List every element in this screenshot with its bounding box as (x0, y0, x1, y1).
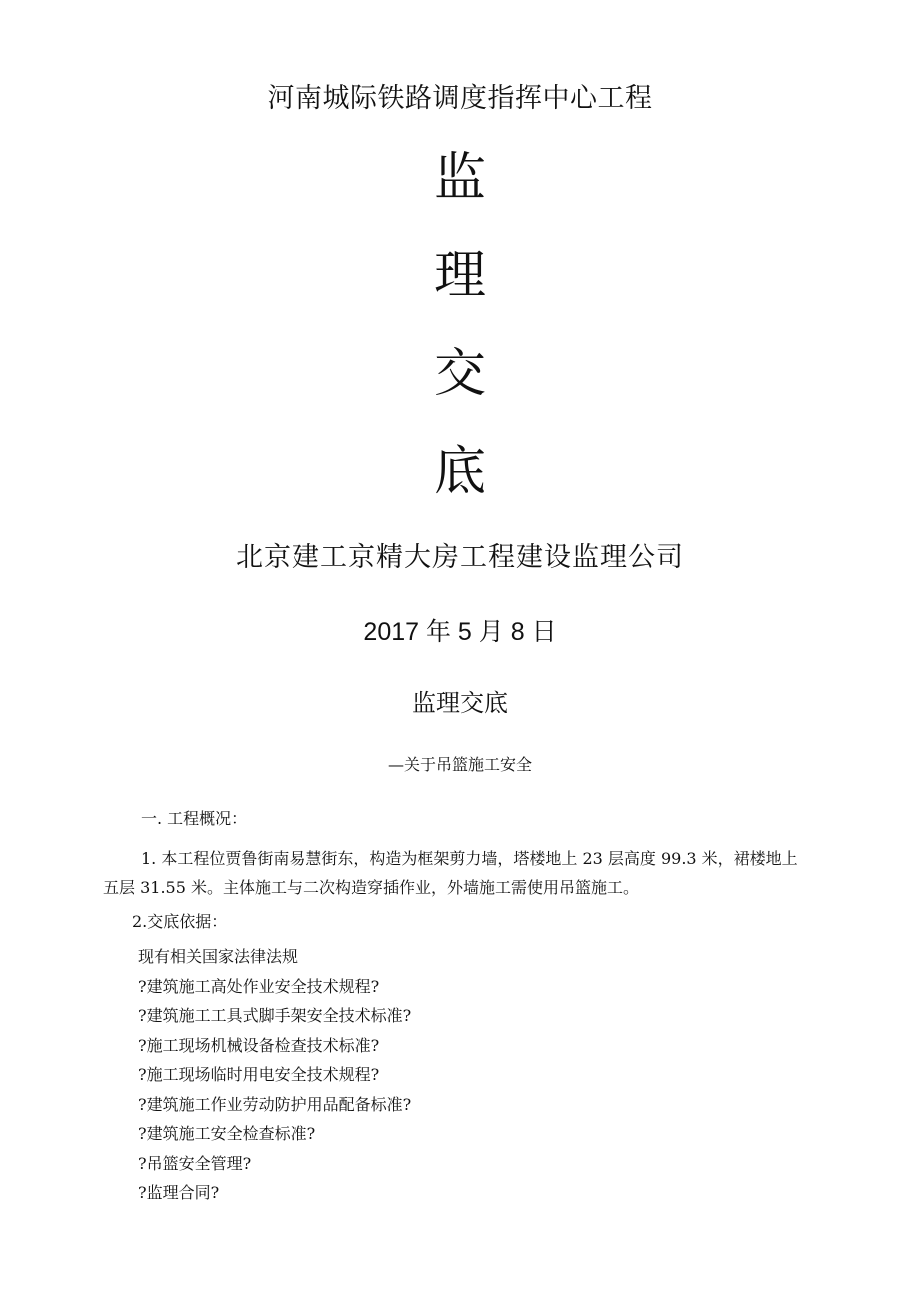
document-title: 监理交底 (412, 689, 508, 717)
basis-item-scaffold: ?建筑施工工具式脚手架安全技术标准? (138, 1006, 412, 1025)
cover-char-jiao: 交 (433, 344, 486, 404)
section-1-heading: 一. 工程概况： (141, 809, 248, 828)
basis-item-height-work: ?建筑施工高处作业安全技术规程? (138, 976, 380, 996)
basis-item-machinery: ?施工现场机械设备检查技术标准? (138, 1035, 380, 1055)
basis-item-protective-equipment: ?建筑施工作业劳动防护用品配备标准? (138, 1094, 412, 1114)
basis-item-safety-inspection: ?建筑施工安全检查标准? (138, 1124, 316, 1143)
section-1-paragraph-line-2: 五层 31.55 米。主体施工与二次构造穿插作业，外墙施工需使用吊篮施工。 (103, 878, 639, 897)
basis-item-temporary-power: ?施工现场临时用电安全技术规程? (138, 1065, 380, 1084)
section-1-paragraph-line-1: 1. 本工程位贾鲁街南易慧街东，构造为框架剪力墙，塔楼地上 23 层高度 99.3 米，裙楼地上 (141, 849, 798, 868)
cover-char-di: 底 (433, 442, 486, 502)
document-subtitle: —关于吊篮施工安全 (387, 755, 532, 774)
cover-char-jian: 监 (433, 148, 486, 208)
section-2-heading: 2.交底依据： (132, 912, 228, 931)
cover-char-li: 理 (433, 246, 486, 306)
company-name: 北京建工京精大房工程建设监理公司 (236, 542, 684, 573)
project-title: 河南城际铁路调度指挥中心工程 (267, 83, 653, 114)
document-date: 2017 年 5 月 8 日 (363, 618, 557, 646)
basis-item-supervision-contract: ?监理合同? (138, 1183, 220, 1202)
basis-item-gondola-management: ?吊篮安全管理? (138, 1153, 252, 1173)
basis-item-laws: 现有相关国家法律法规 (138, 947, 299, 966)
basis-list (138, 946, 411, 1212)
